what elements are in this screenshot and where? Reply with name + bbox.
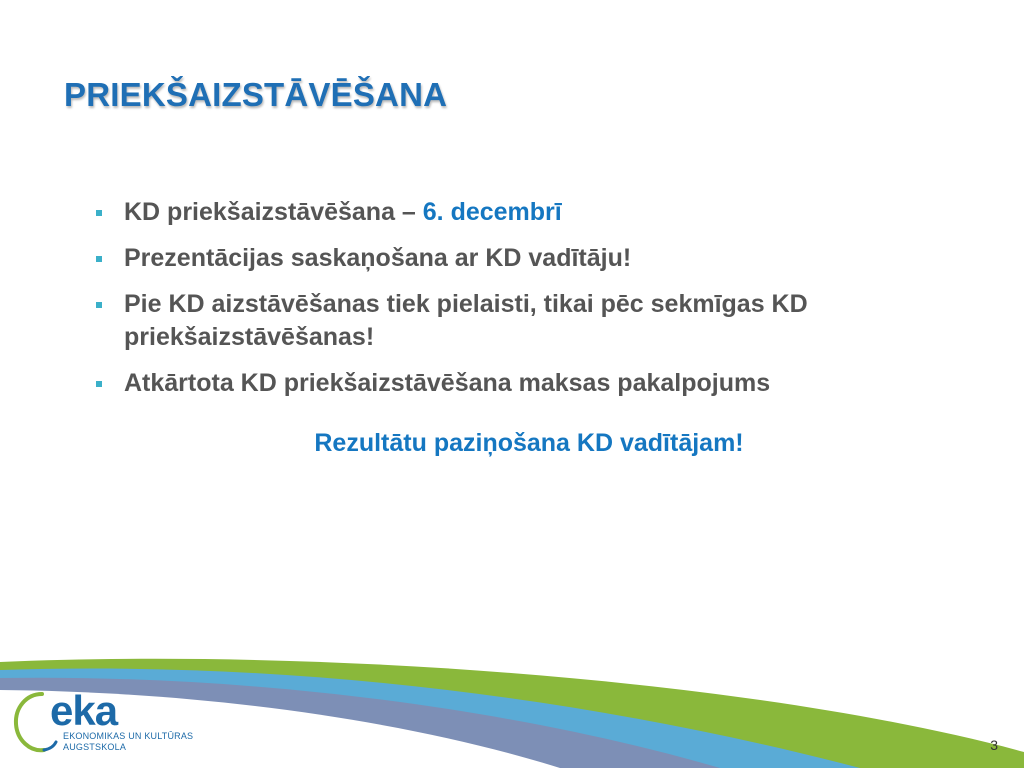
bullet-item-admission — [96, 288, 926, 354]
logo-ring-blue-icon — [44, 742, 56, 750]
bullet-text: Atkārtota KD priekšaizstāvēšana maksas pakalpojums — [124, 369, 771, 397]
bullet-item-defense-date — [96, 196, 926, 229]
bullet-text: Pie KD aizstāvēšanas tiek pielaisti, tikai pēc sekmīgas KD priekšaizstāvēšanas! — [124, 290, 808, 351]
bullet-text: Prezentācijas saskaņošana ar KD vadītāju! — [124, 244, 632, 272]
bullet-item-presentation — [96, 242, 926, 275]
results-notice: Rezultātu paziņošana KD vadītājam! — [314, 429, 744, 457]
logo-subtitle-line1: EKONOMIKAS UN KULTŪRAS — [63, 731, 194, 741]
bullet-marker — [96, 381, 102, 387]
bullet-item-repeat — [96, 367, 926, 400]
slide-title: PRIEKŠAIZSTĀVĒŠANA — [64, 76, 448, 113]
logo-wordmark: eka — [50, 687, 118, 734]
page-number: 3 — [990, 737, 998, 753]
bullet-list — [96, 196, 926, 413]
logo-ring-icon — [16, 694, 44, 750]
bullet-marker — [96, 256, 102, 262]
defense-date-highlight: 6. decembrī — [422, 198, 562, 226]
bullet-text: KD priekšaizstāvēšana – — [124, 198, 423, 226]
bullet-marker — [96, 210, 102, 216]
logo-subtitle-line2: AUGSTSKOLA — [63, 742, 127, 752]
bullet-marker — [96, 302, 102, 308]
